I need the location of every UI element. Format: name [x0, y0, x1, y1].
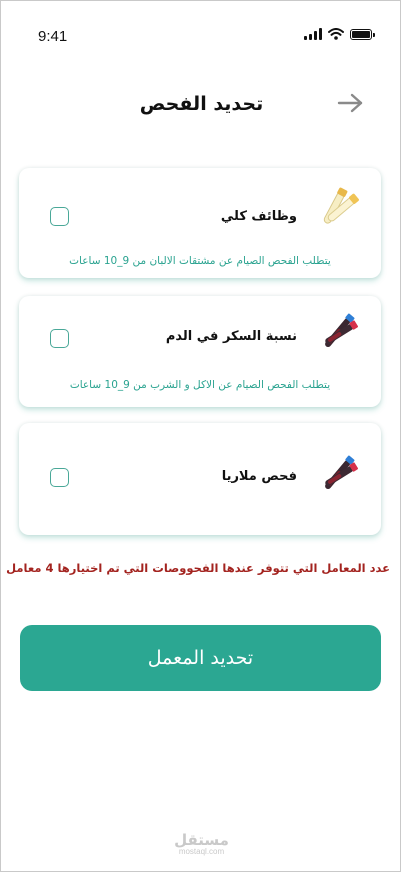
test-checkbox[interactable] [50, 468, 69, 487]
status-time: 9:41 [38, 28, 68, 45]
blood-tubes-icon [319, 451, 359, 495]
test-checkbox[interactable] [50, 329, 69, 348]
test-checkbox[interactable] [50, 207, 69, 226]
test-name: فحص ملاريا [221, 469, 297, 484]
blood-tubes-icon [319, 309, 359, 353]
test-note: يتطلب الفحص الصيام عن الاكل و الشرب من 9_10 ساعات [69, 379, 331, 391]
select-lab-button[interactable]: تحديد المعمل [20, 625, 381, 691]
watermark-arabic: مستقل [174, 831, 229, 849]
test-name: وظائف كلي [220, 209, 297, 224]
battery-icon [350, 29, 372, 40]
labs-count-message: عدد المعامل التي تتوفر عندها الفحووصات التي تم اختيارها 4 معامل [6, 561, 390, 575]
test-card-malaria[interactable] [19, 423, 381, 535]
status-icons [304, 28, 372, 40]
arrow-right-icon[interactable] [337, 92, 365, 114]
test-card-blood-sugar[interactable] [19, 296, 381, 407]
test-note: يتطلب الفحص الصيام عن مشتقات الالبان من 9_10 ساعات [69, 255, 331, 267]
watermark [1, 831, 401, 856]
test-card-kidney[interactable] [19, 168, 381, 278]
test-tubes-icon [319, 185, 359, 229]
test-name: نسبة السكر في الدم [165, 329, 297, 344]
cellular-signal-icon [304, 28, 322, 40]
wifi-icon [328, 28, 344, 40]
page-title: تحديد الفحص [139, 93, 264, 115]
watermark-latin: mostaql.com [178, 847, 225, 856]
